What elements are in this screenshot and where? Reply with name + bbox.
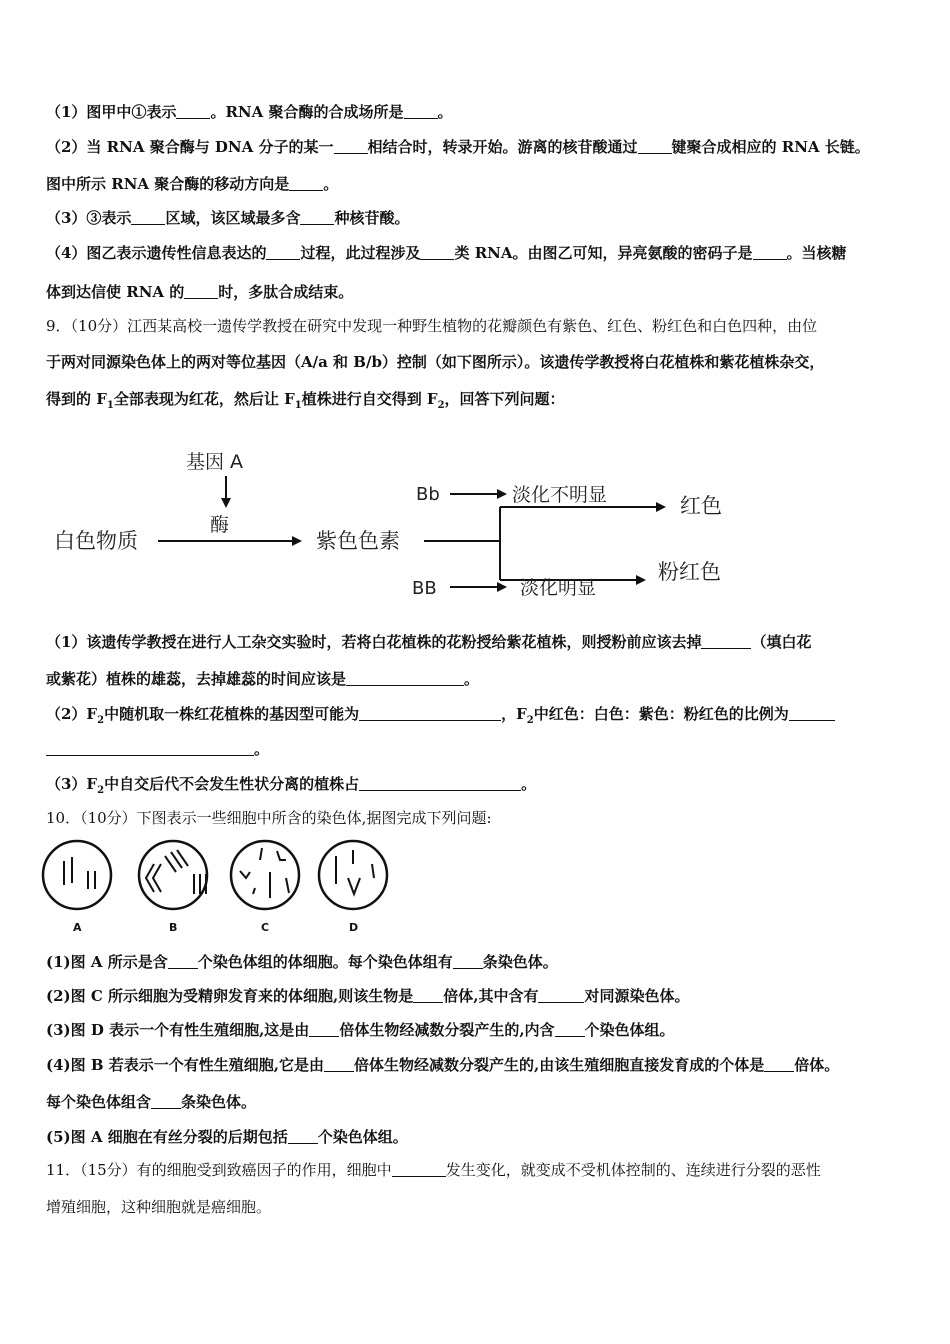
q10-part1: (1)图 A 所示是含 个染色体组的体细胞。每个染色体组有 条染色体。	[46, 953, 558, 971]
cell-a	[43, 841, 111, 909]
enzyme-label: 酶	[210, 514, 230, 536]
q10-part4-cont: 每个染色体组含 条染色体。	[46, 1093, 257, 1111]
answer-blank[interactable]	[638, 139, 672, 154]
answer-blank[interactable]	[300, 210, 334, 225]
fade-weak-label: 淡化不明显	[512, 484, 608, 506]
answer-blank[interactable]	[184, 284, 218, 299]
q10-heading: 10．（10分）下图表示一些细胞中所含的染色体,据图完成下列问题:	[46, 809, 492, 827]
answer-blank[interactable]	[413, 988, 443, 1003]
answer-blank[interactable]	[309, 1022, 339, 1037]
answer-blank[interactable]	[46, 741, 254, 756]
q8-part3: （3）③表示 区域，该区域最多含 种核苷酸。	[46, 209, 410, 227]
answer-blank[interactable]	[168, 954, 198, 969]
cell-b	[139, 841, 207, 909]
answer-blank[interactable]	[392, 1162, 446, 1177]
purple-pigment-label: 紫色色素	[316, 529, 400, 553]
fade-strong-label: 淡化明显	[520, 577, 597, 599]
q8-part1: （1）图甲中①表示 。RNA 聚合酶的合成场所是 。	[46, 103, 453, 121]
answer-blank[interactable]	[753, 245, 787, 260]
answer-blank[interactable]	[346, 671, 464, 686]
bb2-label: BB	[412, 578, 437, 599]
q10-part5: (5)图 A 细胞在有丝分裂的后期包括 个染色体组。	[46, 1128, 408, 1146]
answer-blank[interactable]	[131, 210, 165, 225]
flower-color-pathway-diagram	[0, 440, 950, 610]
white-substance-label: 白色物质	[54, 529, 138, 553]
q11-heading: 11．（15分）有的细胞受到致癌因子的作用，细胞中 发生变化，就变成不受机体控制的、连续进行分裂的恶性	[46, 1161, 821, 1179]
answer-blank[interactable]	[324, 1057, 354, 1072]
q9-part3: $(3)F_2$中自交后代不会发生性状分离的植株占 。	[46, 775, 537, 796]
answer-blank[interactable]	[151, 1094, 181, 1109]
answer-blank[interactable]	[789, 706, 835, 721]
answer-blank[interactable]	[359, 706, 501, 721]
answer-blank[interactable]	[289, 176, 323, 191]
answer-blank[interactable]	[334, 139, 368, 154]
answer-blank[interactable]	[453, 954, 483, 969]
answer-blank[interactable]	[555, 1022, 585, 1037]
q8-part2: （2）当 RNA 聚合酶与 DNA 分子的某一 相结合时，转录开始。游离的核苷酸通过 键聚合成相应的 RNA 长链。	[46, 138, 870, 156]
answer-blank[interactable]	[359, 776, 521, 791]
answer-blank[interactable]	[420, 245, 454, 260]
answer-blank[interactable]	[701, 634, 751, 649]
q8-part4-cont: 体到达信使 RNA 的 时，多肽合成结束。	[46, 283, 354, 301]
q9-part1: （1）该遗传学教授在进行人工杂交实验时，若将白花植株的花粉授给紫花植株，则授粉前应该去掉 （填白花	[46, 633, 812, 651]
answer-blank[interactable]	[288, 1129, 318, 1144]
q9-line2: 于两对同源染色体上的两对等位基因（A/a 和 B/b）控制（如下图所示）。该遗传学教授将白花植株和紫花植株杂交，	[46, 353, 825, 371]
q9-part2: $(2)F_2$中随机取一株红花植株的基因型可能为 ，$F_2$中红色：白色：紫色：粉红色的比例为	[46, 704, 835, 731]
q9-part1-cont: 或紫花）植株的雄蕊，去掉雄蕊的时间应该是 。	[46, 670, 480, 688]
bb-label: Bb	[416, 484, 440, 505]
red-label: 红色	[680, 494, 722, 518]
cell-label-d: D	[349, 921, 359, 934]
q10-part2: (2)图 C 所示细胞为受精卵发育来的体细胞,则该生物是 倍体,其中含有 对同源染色体。	[46, 987, 690, 1005]
chromosome-cells-figure	[40, 838, 400, 938]
pink-label: 粉红色	[658, 560, 721, 584]
answer-blank[interactable]	[404, 104, 438, 119]
q10-part4: (4)图 B 若表示一个有性生殖细胞,它是由 倍体生物经减数分裂产生的,由该生殖细胞直接发育成的个体是 倍体。	[46, 1056, 840, 1074]
cell-c	[231, 841, 299, 909]
answer-blank[interactable]	[266, 245, 300, 260]
q9-part2-cont: 。	[46, 739, 269, 759]
answer-blank[interactable]	[176, 104, 210, 119]
cell-label-c: C	[261, 921, 270, 934]
cell-label-a: A	[73, 921, 82, 934]
cell-d	[319, 841, 387, 909]
q8-part2-cont: 图中所示 RNA 聚合酶的移动方向是 。	[46, 175, 339, 193]
q9-line3: 得到的 $F_1$全部表现为红花，然后让 $F_1$植株进行自交得到 $F_2$，回答下列问题：	[46, 390, 565, 411]
gene-a-label: 基因 A	[186, 451, 244, 473]
q9-heading: 9．（10分）江西某高校一遗传学教授在研究中发现一种野生植物的花瓣颜色有紫色、红色、粉红色和白色四种，由位	[46, 317, 818, 335]
cell-label-b: B	[169, 921, 178, 934]
q11-line2: 增殖细胞，这种细胞就是癌细胞。	[46, 1198, 272, 1216]
q10-part3: (3)图 D 表示一个有性生殖细胞,这是由 倍体生物经减数分裂产生的,内含 个染色体组。	[46, 1021, 675, 1039]
q8-part4: （4）图乙表示遗传性信息表达的 过程，此过程涉及 类 RNA。由图乙可知，异亮氨酸的密码子是 。当核糖	[46, 244, 847, 262]
answer-blank[interactable]	[764, 1057, 794, 1072]
answer-blank[interactable]	[538, 988, 584, 1003]
